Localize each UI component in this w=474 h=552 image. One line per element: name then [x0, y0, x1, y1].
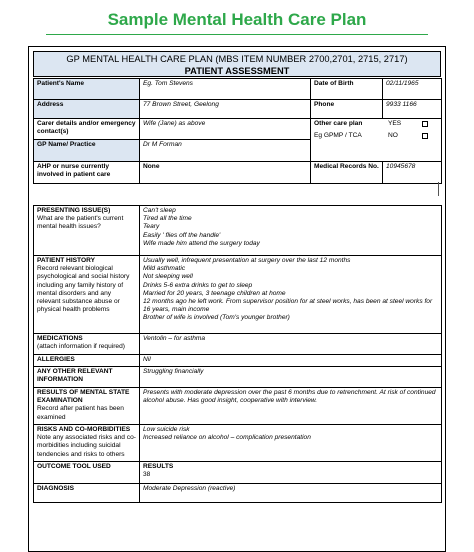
yes-checkbox[interactable]: [422, 121, 428, 127]
gp-value: Dr M Forman: [140, 140, 311, 162]
risks-cell: [34, 425, 140, 462]
yes-label: YES: [388, 120, 402, 127]
carer-label: Carer details and/or emergency contact(s): [34, 119, 140, 140]
table-row: [34, 79, 442, 100]
patient-name-value: Eg. Tom Stevens: [140, 79, 311, 100]
other-care-yes-option[interactable]: [388, 120, 428, 128]
table-row: [34, 119, 442, 140]
table-row: [34, 100, 442, 119]
plan-header-title: GP MENTAL HEALTH CARE PLAN (MBS ITEM NUMBER 2700,2701, 2715, 2717): [66, 54, 408, 64]
allergies-label: ALLERGIES: [34, 355, 140, 367]
list-item: 12 months ago he left work. From supervisor position for at steel works, has been at steel works for 16 years, main income: [143, 298, 433, 314]
table-row: [34, 425, 442, 462]
other-care-no-option[interactable]: [388, 132, 428, 140]
list-item: Low suicide risk: [143, 426, 190, 433]
diagnosis-label: DIAGNOSIS: [34, 484, 140, 503]
list-item: Drinks 5-6 extra drinks to get to sleep: [143, 281, 253, 289]
list-item: Usually well, infrequent presentation at surgery over the last 12 months: [143, 257, 351, 264]
other-info-value: Struggling financially: [140, 367, 442, 388]
list-item: Tired all the time: [143, 215, 192, 223]
table-row: [34, 355, 442, 367]
ahp-value: None: [140, 162, 311, 184]
patient-history-value: [140, 256, 442, 334]
mse-sublabel: Record after patient has been examined: [37, 405, 124, 421]
patient-history-label: PATIENT HISTORY: [37, 257, 96, 264]
care-plan-document: [28, 46, 446, 552]
list-item: Mild asthmatic: [143, 265, 186, 273]
other-care-sublabel: Eg GPMP / TCA: [314, 132, 362, 140]
risks-sublabel: Note any associated risks and co-morbidities including suicidal tendencies and risks to others: [37, 434, 136, 458]
table-row: [34, 256, 442, 334]
list-item: Brother of wife is involved (Tom's younger brother): [143, 314, 290, 322]
phone-value: 9933 1166: [383, 100, 442, 119]
list-item: Easily ' flies off the handle': [143, 231, 221, 239]
page-title: Sample Mental Health Care Plan: [107, 10, 367, 29]
no-checkbox[interactable]: [422, 133, 428, 139]
presenting-issues-label: PRESENTING ISSUE(S): [37, 207, 111, 214]
presenting-issues-sublabel: What are the patient's current mental health issues?: [37, 215, 124, 231]
patient-name-label: Patient's Name: [34, 79, 140, 100]
patient-history-cell: [34, 256, 140, 334]
ahp-label: AHP or nurse currently involved in patient care: [34, 162, 140, 184]
title-underline: [46, 34, 428, 35]
other-care-plan-cell: [311, 119, 442, 162]
no-label: NO: [388, 132, 398, 140]
table-row: [34, 388, 442, 425]
mse-value: Presents with moderate depression over the past 6 months due to retrenchment. At risk of continued alcohol abuse. Has good insight, cooperative with interview.: [140, 388, 442, 425]
list-item: Can't sleep: [143, 207, 176, 214]
plan-header: [33, 51, 441, 77]
risks-value: [140, 425, 442, 462]
patient-history-sublabel: Record relevant biological psychological and social history including any family history of mental disorders and any relevant substance abuse or physical health problems: [37, 265, 130, 314]
dob-value: 02/11/1965: [383, 79, 442, 100]
table-row: [34, 162, 442, 184]
other-info-label: ANY OTHER RELEVANT INFORMATION: [34, 367, 140, 388]
medications-label: MEDICATIONS: [37, 335, 83, 342]
phone-label: Phone: [311, 100, 383, 119]
table-row: [34, 367, 442, 388]
medical-records-value: 10945678: [383, 162, 442, 184]
patient-details-table: [33, 78, 442, 184]
dob-label: Date of Birth: [311, 79, 383, 100]
carer-value: Wife (Jane) as above: [140, 119, 311, 140]
table-row: [34, 206, 442, 256]
table-row: [34, 462, 442, 484]
list-item: Married for 20 years, 3 teenage children at home: [143, 289, 286, 297]
list-item: Wife made him attend the surgery today: [143, 239, 260, 247]
presenting-issues-value: [140, 206, 442, 256]
right-margin-rule: [438, 182, 439, 196]
medications-sublabel: (attach information if required): [37, 343, 125, 351]
presenting-issues-cell: [34, 206, 140, 256]
address-label: Address: [34, 100, 140, 119]
address-value: 77 Brown Street, Geelong: [140, 100, 311, 119]
list-item: Not sleeping well: [143, 273, 193, 281]
table-row: [34, 334, 442, 355]
mse-cell: [34, 388, 140, 425]
assessment-table: [33, 205, 442, 503]
risks-label: RISKS AND CO-MORBIDITIES: [37, 426, 131, 433]
outcome-results-cell: [140, 462, 442, 484]
medications-value: Ventolin – for asthma: [140, 334, 442, 355]
list-item: Teary: [143, 223, 160, 231]
medical-records-label: Medical Records No.: [311, 162, 383, 184]
other-care-label: Other care plan: [314, 120, 363, 127]
results-label: RESULTS: [143, 463, 174, 470]
outcome-tool-label: OUTCOME TOOL USED: [34, 462, 140, 484]
diagnosis-value: Moderate Depression (reactive): [140, 484, 442, 503]
table-row: [34, 484, 442, 503]
results-value: 38: [143, 471, 151, 479]
allergies-value: Nil: [140, 355, 442, 367]
list-item: Increased reliance on alcohol – complication presentation: [143, 434, 311, 442]
plan-header-subtitle: PATIENT ASSESSMENT: [184, 66, 290, 76]
gp-label: GP Name/ Practice: [34, 140, 140, 162]
mse-label: RESULTS OF MENTAL STATE EXAMINATION: [37, 389, 130, 405]
medications-cell: [34, 334, 140, 355]
